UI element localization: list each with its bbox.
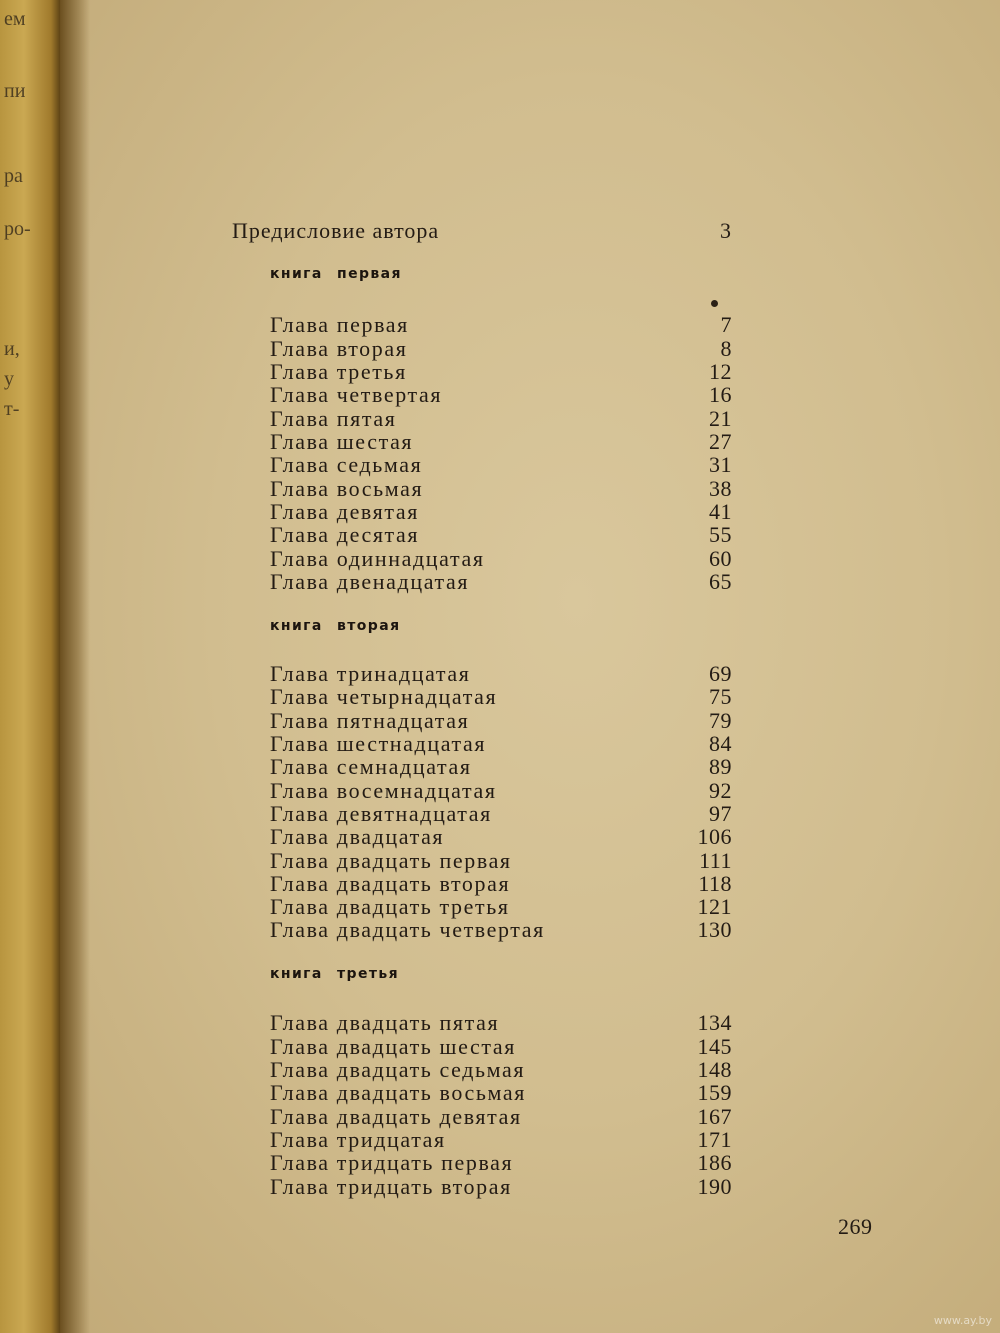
chapter-title: Глава двадцать восьмая: [270, 1080, 526, 1105]
toc-row: [270, 312, 732, 336]
toc-row: [270, 476, 732, 500]
chapter-title: Глава тринадцатая: [270, 661, 471, 686]
chapter-title: Глава двадцатая: [270, 824, 445, 849]
chapter-page: 121: [697, 894, 732, 919]
toc-row: [270, 452, 732, 476]
chapter-page: 171: [697, 1127, 732, 1152]
prev-page-fragment: т-: [4, 398, 20, 420]
prev-page-fragment: пи: [4, 80, 26, 102]
chapter-title: Глава двадцать седьмая: [270, 1057, 526, 1082]
chapter-title: Глава пятая: [270, 406, 397, 431]
toc-row: [270, 661, 732, 685]
toc-row: [270, 406, 732, 430]
chapter-page: 38: [709, 476, 732, 501]
book-heading: книга третья: [270, 966, 400, 982]
chapter-page: 159: [697, 1080, 732, 1105]
chapter-page: 97: [709, 801, 732, 826]
toc-preface-page: 3: [720, 218, 732, 243]
chapter-page: 16: [709, 382, 732, 407]
chapter-page: 69: [709, 661, 732, 686]
chapter-page: 118: [698, 871, 732, 896]
prev-page-fragment: у: [4, 368, 14, 390]
chapter-page: 190: [697, 1174, 732, 1199]
chapter-title: Глава тридцатая: [270, 1127, 446, 1152]
toc-row: [270, 1150, 732, 1174]
toc-row: [270, 1127, 732, 1151]
chapter-title: Глава вторая: [270, 336, 408, 361]
book-heading: книга первая: [270, 266, 402, 282]
toc-row: [270, 754, 732, 778]
chapter-title: Глава двадцать пятая: [270, 1010, 500, 1035]
watermark: www.ay.by: [933, 1314, 992, 1327]
chapter-title: Глава двадцать третья: [270, 894, 510, 919]
page-gutter-shadow: [60, 0, 90, 1333]
chapter-title: Глава четвертая: [270, 382, 443, 407]
toc-row: [270, 1034, 732, 1058]
toc-row: [270, 546, 732, 570]
toc-row: [270, 1104, 732, 1128]
chapter-page: 8: [720, 336, 732, 361]
toc-row: [270, 848, 732, 872]
chapter-title: Глава одиннадцатая: [270, 546, 485, 571]
chapter-title: Глава двадцать первая: [270, 848, 512, 873]
prev-page-fragment: и,: [4, 338, 20, 360]
chapter-title: Глава шестнадцатая: [270, 731, 487, 756]
chapter-title: Глава тридцать вторая: [270, 1174, 512, 1199]
page-number: 269: [838, 1214, 873, 1239]
chapter-page: 89: [709, 754, 732, 779]
toc-row: [270, 1057, 732, 1081]
chapter-page: 84: [709, 731, 732, 756]
chapter-page: 148: [697, 1057, 732, 1082]
chapter-title: Глава восемнадцатая: [270, 778, 497, 803]
toc-preface-title: Предисловие автора: [232, 218, 440, 243]
toc-row: [270, 569, 732, 593]
chapter-page: 111: [699, 848, 732, 873]
chapter-title: Глава десятая: [270, 522, 420, 547]
chapter-title: Глава двадцать шестая: [270, 1034, 516, 1059]
chapter-title: Глава восьмая: [270, 476, 424, 501]
book-heading: книга вторая: [270, 618, 401, 634]
chapter-page: 92: [709, 778, 732, 803]
chapter-title: Глава двадцать четвертая: [270, 917, 545, 942]
chapter-page: 167: [697, 1104, 732, 1129]
toc-row: [270, 894, 732, 918]
chapter-page: 79: [709, 708, 732, 733]
toc-row: [270, 731, 732, 755]
toc-row: [270, 917, 732, 941]
toc-row: [270, 1080, 732, 1104]
toc-row: [270, 336, 732, 360]
chapter-page: 134: [697, 1010, 732, 1035]
toc-row: [270, 429, 732, 453]
chapter-page: 60: [709, 546, 732, 571]
chapter-title: Глава четырнадцатая: [270, 684, 498, 709]
toc-preface-row: [232, 218, 732, 246]
toc-row: [270, 871, 732, 895]
stray-dot-mark: [711, 300, 718, 307]
chapter-title: Глава первая: [270, 312, 409, 337]
chapter-page: 106: [697, 824, 732, 849]
toc-row: [270, 684, 732, 708]
prev-page-fragment: ра: [4, 165, 23, 187]
chapter-page: 21: [709, 406, 732, 431]
prev-page-fragment: ро-: [4, 218, 31, 240]
chapter-title: Глава девятнадцатая: [270, 801, 492, 826]
toc-row: [270, 382, 732, 406]
prev-page-fragment: ем: [4, 8, 26, 30]
chapter-title: Глава шестая: [270, 429, 414, 454]
toc-row: [270, 1010, 732, 1034]
chapter-page: 31: [709, 452, 732, 477]
toc-row: [270, 522, 732, 546]
chapter-page: 7: [720, 312, 732, 337]
toc-row: [270, 801, 732, 825]
chapter-page: 130: [697, 917, 732, 942]
chapter-title: Глава двадцать девятая: [270, 1104, 522, 1129]
chapter-page: 186: [697, 1150, 732, 1175]
chapter-title: Глава двенадцатая: [270, 569, 470, 594]
chapter-title: Глава седьмая: [270, 452, 423, 477]
toc-row: [270, 359, 732, 383]
toc-row: [270, 824, 732, 848]
chapter-page: 41: [709, 499, 732, 524]
chapter-page: 145: [697, 1034, 732, 1059]
chapter-title: Глава тридцать первая: [270, 1150, 514, 1175]
chapter-title: Глава двадцать вторая: [270, 871, 511, 896]
chapter-title: Глава третья: [270, 359, 407, 384]
chapter-page: 75: [709, 684, 732, 709]
chapter-title: Глава девятая: [270, 499, 419, 524]
chapter-page: 55: [709, 522, 732, 547]
previous-page-edge: [0, 0, 60, 1333]
chapter-page: 27: [709, 429, 732, 454]
toc-row: [270, 778, 732, 802]
chapter-title: Глава семнадцатая: [270, 754, 472, 779]
chapter-page: 12: [709, 359, 732, 384]
toc-row: [270, 499, 732, 523]
chapter-title: Глава пятнадцатая: [270, 708, 470, 733]
toc-row: [270, 1174, 732, 1198]
chapter-page: 65: [709, 569, 732, 594]
toc-row: [270, 708, 732, 732]
